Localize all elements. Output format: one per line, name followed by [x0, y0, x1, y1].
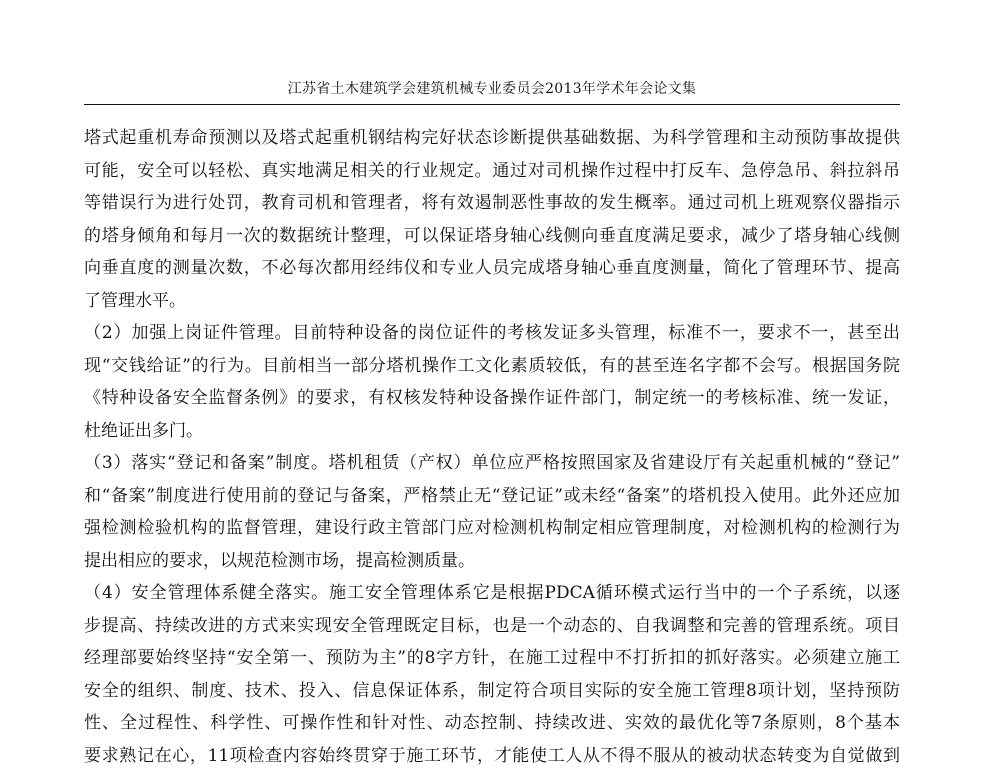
header-rule	[84, 104, 900, 105]
text-line: 步提高、持续改进的方式来实现安全管理既定目标，也是一个动态的、自我调整和完善的管理系统。项目	[84, 610, 900, 643]
paragraph-end-line: 杜绝证出多门。	[84, 415, 900, 448]
text-line: 和“备案”制度进行使用前的登记与备案，严格禁止无“登记证”或未经“备案”的塔机投入使用。此外还应加	[84, 480, 900, 513]
text-line: 安全的组织、制度、技术、投入、信息保证体系，制定符合项目实际的安全施工管理8项计划，坚持预防	[84, 675, 900, 708]
text-line: （4）安全管理体系健全落实。施工安全管理体系它是根据PDCA循环模式运行当中的一个子系统，以逐	[84, 577, 900, 610]
text-line: 性、全过程性、科学性、可操作性和针对性、动态控制、持续改进、实效的最优化等7条原则，8个基本	[84, 707, 900, 740]
text-line: （3）落实“登记和备案”制度。塔机租赁（产权）单位应严格按照国家及省建设厅有关起重机械的“登记”	[84, 447, 900, 480]
text-line: 塔式起重机寿命预测以及塔式起重机钢结构完好状态诊断提供基础数据、为科学管理和主动预防事故提供	[84, 122, 900, 155]
text-line: 向垂直度的测量次数，不必每次都用经纬仪和专业人员完成塔身轴心垂直度测量，简化了管理环节、提高	[84, 252, 900, 285]
text-line: 《特种设备安全监督条例》的要求，有权核发特种设备操作证件部门，制定统一的考核标准、统一发证，	[84, 382, 900, 415]
text-line: 的塔身倾角和每月一次的数据统计整理，可以保证塔身轴心线侧向垂直度满足要求，减少了塔身轴心线侧	[84, 220, 900, 253]
text-line: 可能，安全可以轻松、真实地满足相关的行业规定。通过对司机操作过程中打反车、急停急吊、斜拉斜吊	[84, 155, 900, 188]
text-line: 要求熟记在心，11项检查内容始终贯穿于施工环节，才能使工人从不得不服从的被动状态转变为自觉做到	[84, 740, 900, 772]
paragraph-end-line: 提出相应的要求，以规范检测市场，提高检测质量。	[84, 545, 900, 578]
running-header: 江苏省土木建筑学会建筑机械专业委员会2013年学术年会论文集	[84, 80, 900, 98]
paragraph-end-line: 了管理水平。	[84, 285, 900, 318]
body-text	[84, 122, 900, 772]
text-line: 强检测检验机构的监督管理，建设行政主管部门应对检测机构制定相应管理制度，对检测机构的检测行为	[84, 512, 900, 545]
text-line: （2）加强上岗证件管理。目前特种设备的岗位证件的考核发证多头管理，标准不一，要求不一，甚至出	[84, 317, 900, 350]
text-line: 等错误行为进行处罚，教育司机和管理者，将有效遏制恶性事故的发生概率。通过司机上班观察仪器指示	[84, 187, 900, 220]
text-line: 现“交钱给证”的行为。目前相当一部分塔机操作工文化素质较低，有的甚至连名字都不会写。根据国务院	[84, 350, 900, 383]
text-line: 经理部要始终坚持“安全第一、预防为主”的8字方针，在施工过程中不打折扣的抓好落实。必须建立施工	[84, 642, 900, 675]
